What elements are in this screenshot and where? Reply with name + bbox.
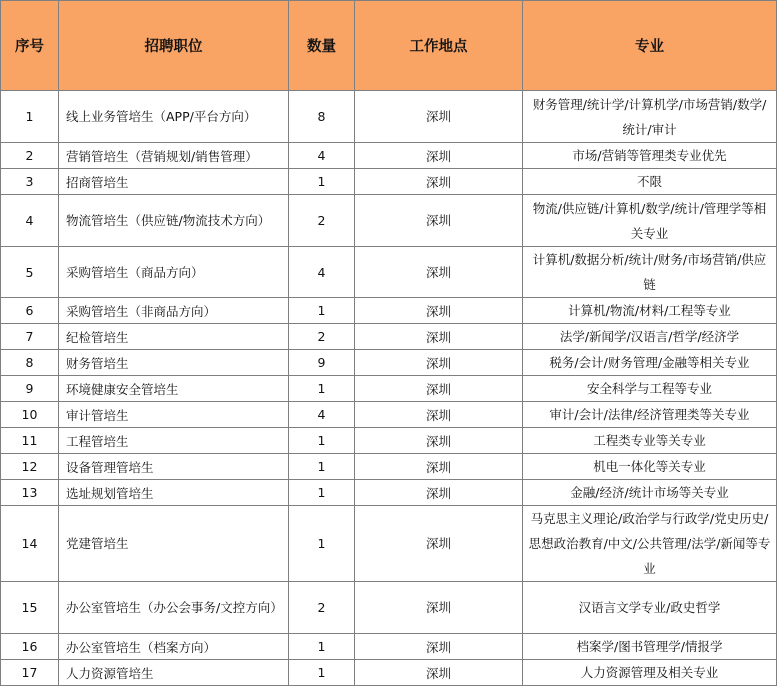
header-position: 招聘职位 xyxy=(59,1,289,91)
row-major: 工程类专业等关专业 xyxy=(523,428,777,454)
table-row xyxy=(1,143,777,169)
row-number: 1 xyxy=(1,91,59,143)
row-position: 设备管理管培生 xyxy=(59,454,289,480)
header-major: 专业 xyxy=(523,1,777,91)
header-count: 数量 xyxy=(289,1,355,91)
table-row xyxy=(1,428,777,454)
row-position: 营销管培生（营销规划/销售管理） xyxy=(59,143,289,169)
row-location: 深圳 xyxy=(355,195,523,247)
row-count: 4 xyxy=(289,143,355,169)
row-major: 物流/供应链/计算机/数学/统计/管理学等相关专业 xyxy=(523,195,777,247)
row-count: 9 xyxy=(289,350,355,376)
row-position: 物流管培生（供应链/物流技术方向） xyxy=(59,195,289,247)
header-row xyxy=(1,1,777,91)
row-major: 法学/新闻学/汉语言/哲学/经济学 xyxy=(523,324,777,350)
table-row xyxy=(1,195,777,247)
row-location: 深圳 xyxy=(355,506,523,582)
row-location: 深圳 xyxy=(355,454,523,480)
row-count: 2 xyxy=(289,324,355,350)
row-location: 深圳 xyxy=(355,634,523,660)
row-position: 审计管培生 xyxy=(59,402,289,428)
table-row xyxy=(1,350,777,376)
row-number: 6 xyxy=(1,298,59,324)
row-position: 办公室管培生（档案方向） xyxy=(59,634,289,660)
row-position: 党建管培生 xyxy=(59,506,289,582)
row-major: 机电一体化等关专业 xyxy=(523,454,777,480)
table-row xyxy=(1,91,777,143)
row-major: 审计/会计/法律/经济管理类等关专业 xyxy=(523,402,777,428)
table-row xyxy=(1,582,777,634)
table-row xyxy=(1,376,777,402)
row-number: 13 xyxy=(1,480,59,506)
row-position: 财务管培生 xyxy=(59,350,289,376)
row-count: 1 xyxy=(289,634,355,660)
row-number: 15 xyxy=(1,582,59,634)
row-major: 马克思主义理论/政治学与行政学/党史历史/思想政治教育/中文/公共管理/法学/新闻等专业 xyxy=(523,506,777,582)
row-number: 12 xyxy=(1,454,59,480)
row-position: 选址规划管培生 xyxy=(59,480,289,506)
row-position: 办公室管培生（办公会事务/文控方向） xyxy=(59,582,289,634)
row-position: 采购管培生（商品方向） xyxy=(59,247,289,298)
row-count: 2 xyxy=(289,195,355,247)
row-position: 线上业务管培生（APP/平台方向） xyxy=(59,91,289,143)
row-count: 1 xyxy=(289,660,355,686)
row-location: 深圳 xyxy=(355,298,523,324)
table-row xyxy=(1,169,777,195)
row-number: 4 xyxy=(1,195,59,247)
row-count: 1 xyxy=(289,428,355,454)
table-row xyxy=(1,454,777,480)
row-count: 1 xyxy=(289,169,355,195)
row-location: 深圳 xyxy=(355,324,523,350)
table-row xyxy=(1,480,777,506)
table-row xyxy=(1,634,777,660)
row-number: 17 xyxy=(1,660,59,686)
row-major: 计算机/物流/材料/工程等专业 xyxy=(523,298,777,324)
row-major: 档案学/图书管理学/情报学 xyxy=(523,634,777,660)
row-number: 9 xyxy=(1,376,59,402)
row-count: 4 xyxy=(289,402,355,428)
row-major: 安全科学与工程等专业 xyxy=(523,376,777,402)
row-location: 深圳 xyxy=(355,402,523,428)
row-number: 14 xyxy=(1,506,59,582)
table-row xyxy=(1,247,777,298)
table-row xyxy=(1,660,777,686)
row-position: 人力资源管培生 xyxy=(59,660,289,686)
row-number: 2 xyxy=(1,143,59,169)
row-number: 11 xyxy=(1,428,59,454)
row-count: 1 xyxy=(289,376,355,402)
row-location: 深圳 xyxy=(355,660,523,686)
row-position: 采购管培生（非商品方向） xyxy=(59,298,289,324)
row-location: 深圳 xyxy=(355,480,523,506)
row-major: 不限 xyxy=(523,169,777,195)
row-location: 深圳 xyxy=(355,376,523,402)
row-number: 5 xyxy=(1,247,59,298)
row-location: 深圳 xyxy=(355,428,523,454)
row-count: 1 xyxy=(289,506,355,582)
row-number: 7 xyxy=(1,324,59,350)
row-count: 8 xyxy=(289,91,355,143)
row-location: 深圳 xyxy=(355,143,523,169)
row-count: 1 xyxy=(289,480,355,506)
row-major: 金融/经济/统计市场等关专业 xyxy=(523,480,777,506)
row-position: 纪检管培生 xyxy=(59,324,289,350)
row-count: 1 xyxy=(289,298,355,324)
row-number: 10 xyxy=(1,402,59,428)
row-number: 3 xyxy=(1,169,59,195)
row-major: 市场/营销等管理类专业优先 xyxy=(523,143,777,169)
row-count: 4 xyxy=(289,247,355,298)
row-number: 16 xyxy=(1,634,59,660)
row-location: 深圳 xyxy=(355,582,523,634)
row-major: 计算机/数据分析/统计/财务/市场营销/供应链 xyxy=(523,247,777,298)
table-body xyxy=(1,91,777,686)
row-position: 环境健康安全管培生 xyxy=(59,376,289,402)
row-number: 8 xyxy=(1,350,59,376)
row-major: 人力资源管理及相关专业 xyxy=(523,660,777,686)
row-location: 深圳 xyxy=(355,247,523,298)
row-location: 深圳 xyxy=(355,91,523,143)
table-row xyxy=(1,298,777,324)
row-location: 深圳 xyxy=(355,350,523,376)
row-position: 工程管培生 xyxy=(59,428,289,454)
table-row xyxy=(1,324,777,350)
row-major: 汉语言文学专业/政史哲学 xyxy=(523,582,777,634)
row-count: 1 xyxy=(289,454,355,480)
table-row xyxy=(1,402,777,428)
row-count: 2 xyxy=(289,582,355,634)
table-row xyxy=(1,506,777,582)
header-location: 工作地点 xyxy=(355,1,523,91)
row-location: 深圳 xyxy=(355,169,523,195)
row-major: 税务/会计/财务管理/金融等相关专业 xyxy=(523,350,777,376)
row-major: 财务管理/统计学/计算机学/市场营销/数学/统计/审计 xyxy=(523,91,777,143)
row-position: 招商管培生 xyxy=(59,169,289,195)
header-number: 序号 xyxy=(1,1,59,91)
